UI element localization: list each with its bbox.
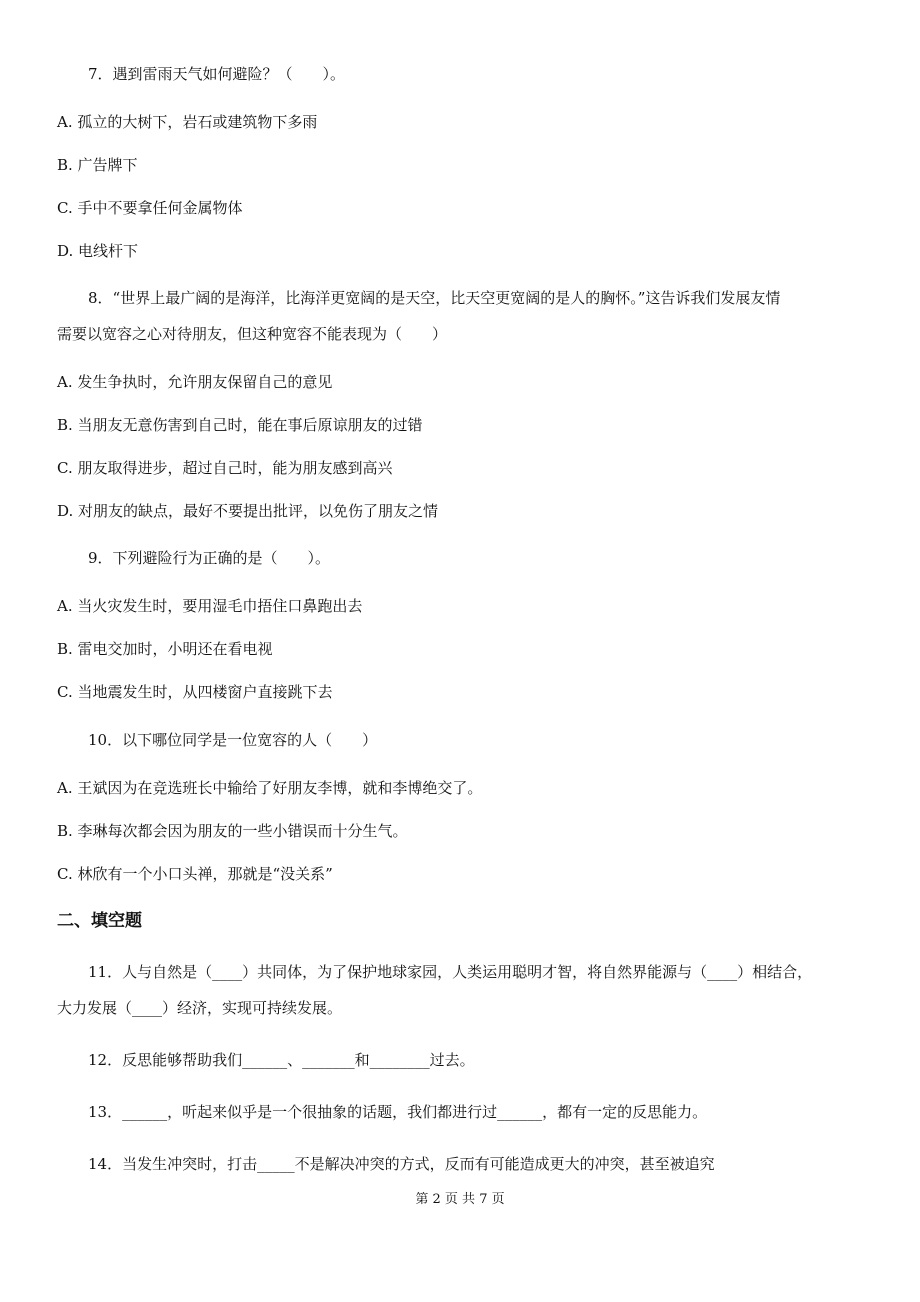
q7-option-b: B. 广告牌下 <box>57 156 138 174</box>
q9-option-c: C. 当地震发生时，从四楼窗户直接跳下去 <box>57 683 333 701</box>
q10-option-b: B. 李琳每次都会因为朋友的一些小错误而十分生气。 <box>57 822 408 840</box>
q9-stem: 9．下列避险行为正确的是（ ）。 <box>88 549 331 567</box>
q11-line1: 11．人与自然是（____）共同体，为了保护地球家园，人类运用聪明才智，将自然界能源与（____）相结合， <box>88 963 813 981</box>
q13-text: 13．______，听起来似乎是一个很抽象的话题，我们都进行过______，都有一定的反思能力。 <box>88 1103 708 1121</box>
q9-option-a: A. 当火灾发生时，要用湿毛巾捂住口鼻跑出去 <box>57 597 363 615</box>
section-heading-fill-in: 二、填空题 <box>57 911 142 931</box>
page-footer: 第 2 页 共 7 页 <box>415 1192 505 1207</box>
q10-option-c: C. 林欣有一个小口头禅，那就是“没关系” <box>57 865 333 883</box>
q14-text: 14．当发生冲突时，打击_____不是解决冲突的方式，反而有可能造成更大的冲突，甚至被追究 <box>88 1155 715 1173</box>
q7-stem: 7．遇到雷雨天气如何避险？（ ）。 <box>88 65 346 83</box>
q8-option-b: B. 当朋友无意伤害到自己时，能在事后原谅朋友的过错 <box>57 416 423 434</box>
q7-option-a: A. 孤立的大树下，岩石或建筑物下多雨 <box>57 113 318 131</box>
q8-option-a: A. 发生争执时，允许朋友保留自己的意见 <box>57 373 333 391</box>
q7-option-c: C. 手中不要拿任何金属物体 <box>57 199 243 217</box>
q8-option-c: C. 朋友取得进步，超过自己时，能为朋友感到高兴 <box>57 459 393 477</box>
q12-text: 12．反思能够帮助我们______、_______和________过去。 <box>88 1051 475 1069</box>
q11-line2: 大力发展（____）经济，实现可持续发展。 <box>57 999 343 1017</box>
q8-option-d: D. 对朋友的缺点，最好不要提出批评，以免伤了朋友之情 <box>57 502 439 520</box>
q7-option-d: D. 电线杆下 <box>57 242 139 260</box>
q8-stem-line2: 需要以宽容之心对待朋友，但这种宽容不能表现为（ ） <box>57 325 448 343</box>
q9-option-b: B. 雷电交加时，小明还在看电视 <box>57 640 273 658</box>
q10-option-a: A. 王斌因为在竞选班长中输给了好朋友李博，就和李博绝交了。 <box>57 779 483 797</box>
q10-stem: 10．以下哪位同学是一位宽容的人（ ） <box>88 731 378 749</box>
q8-stem-line1: 8．“世界上最广阔的是海洋，比海洋更宽阔的是天空，比天空更宽阔的是人的胸怀。”这告诉我们发展友情 <box>88 289 781 307</box>
